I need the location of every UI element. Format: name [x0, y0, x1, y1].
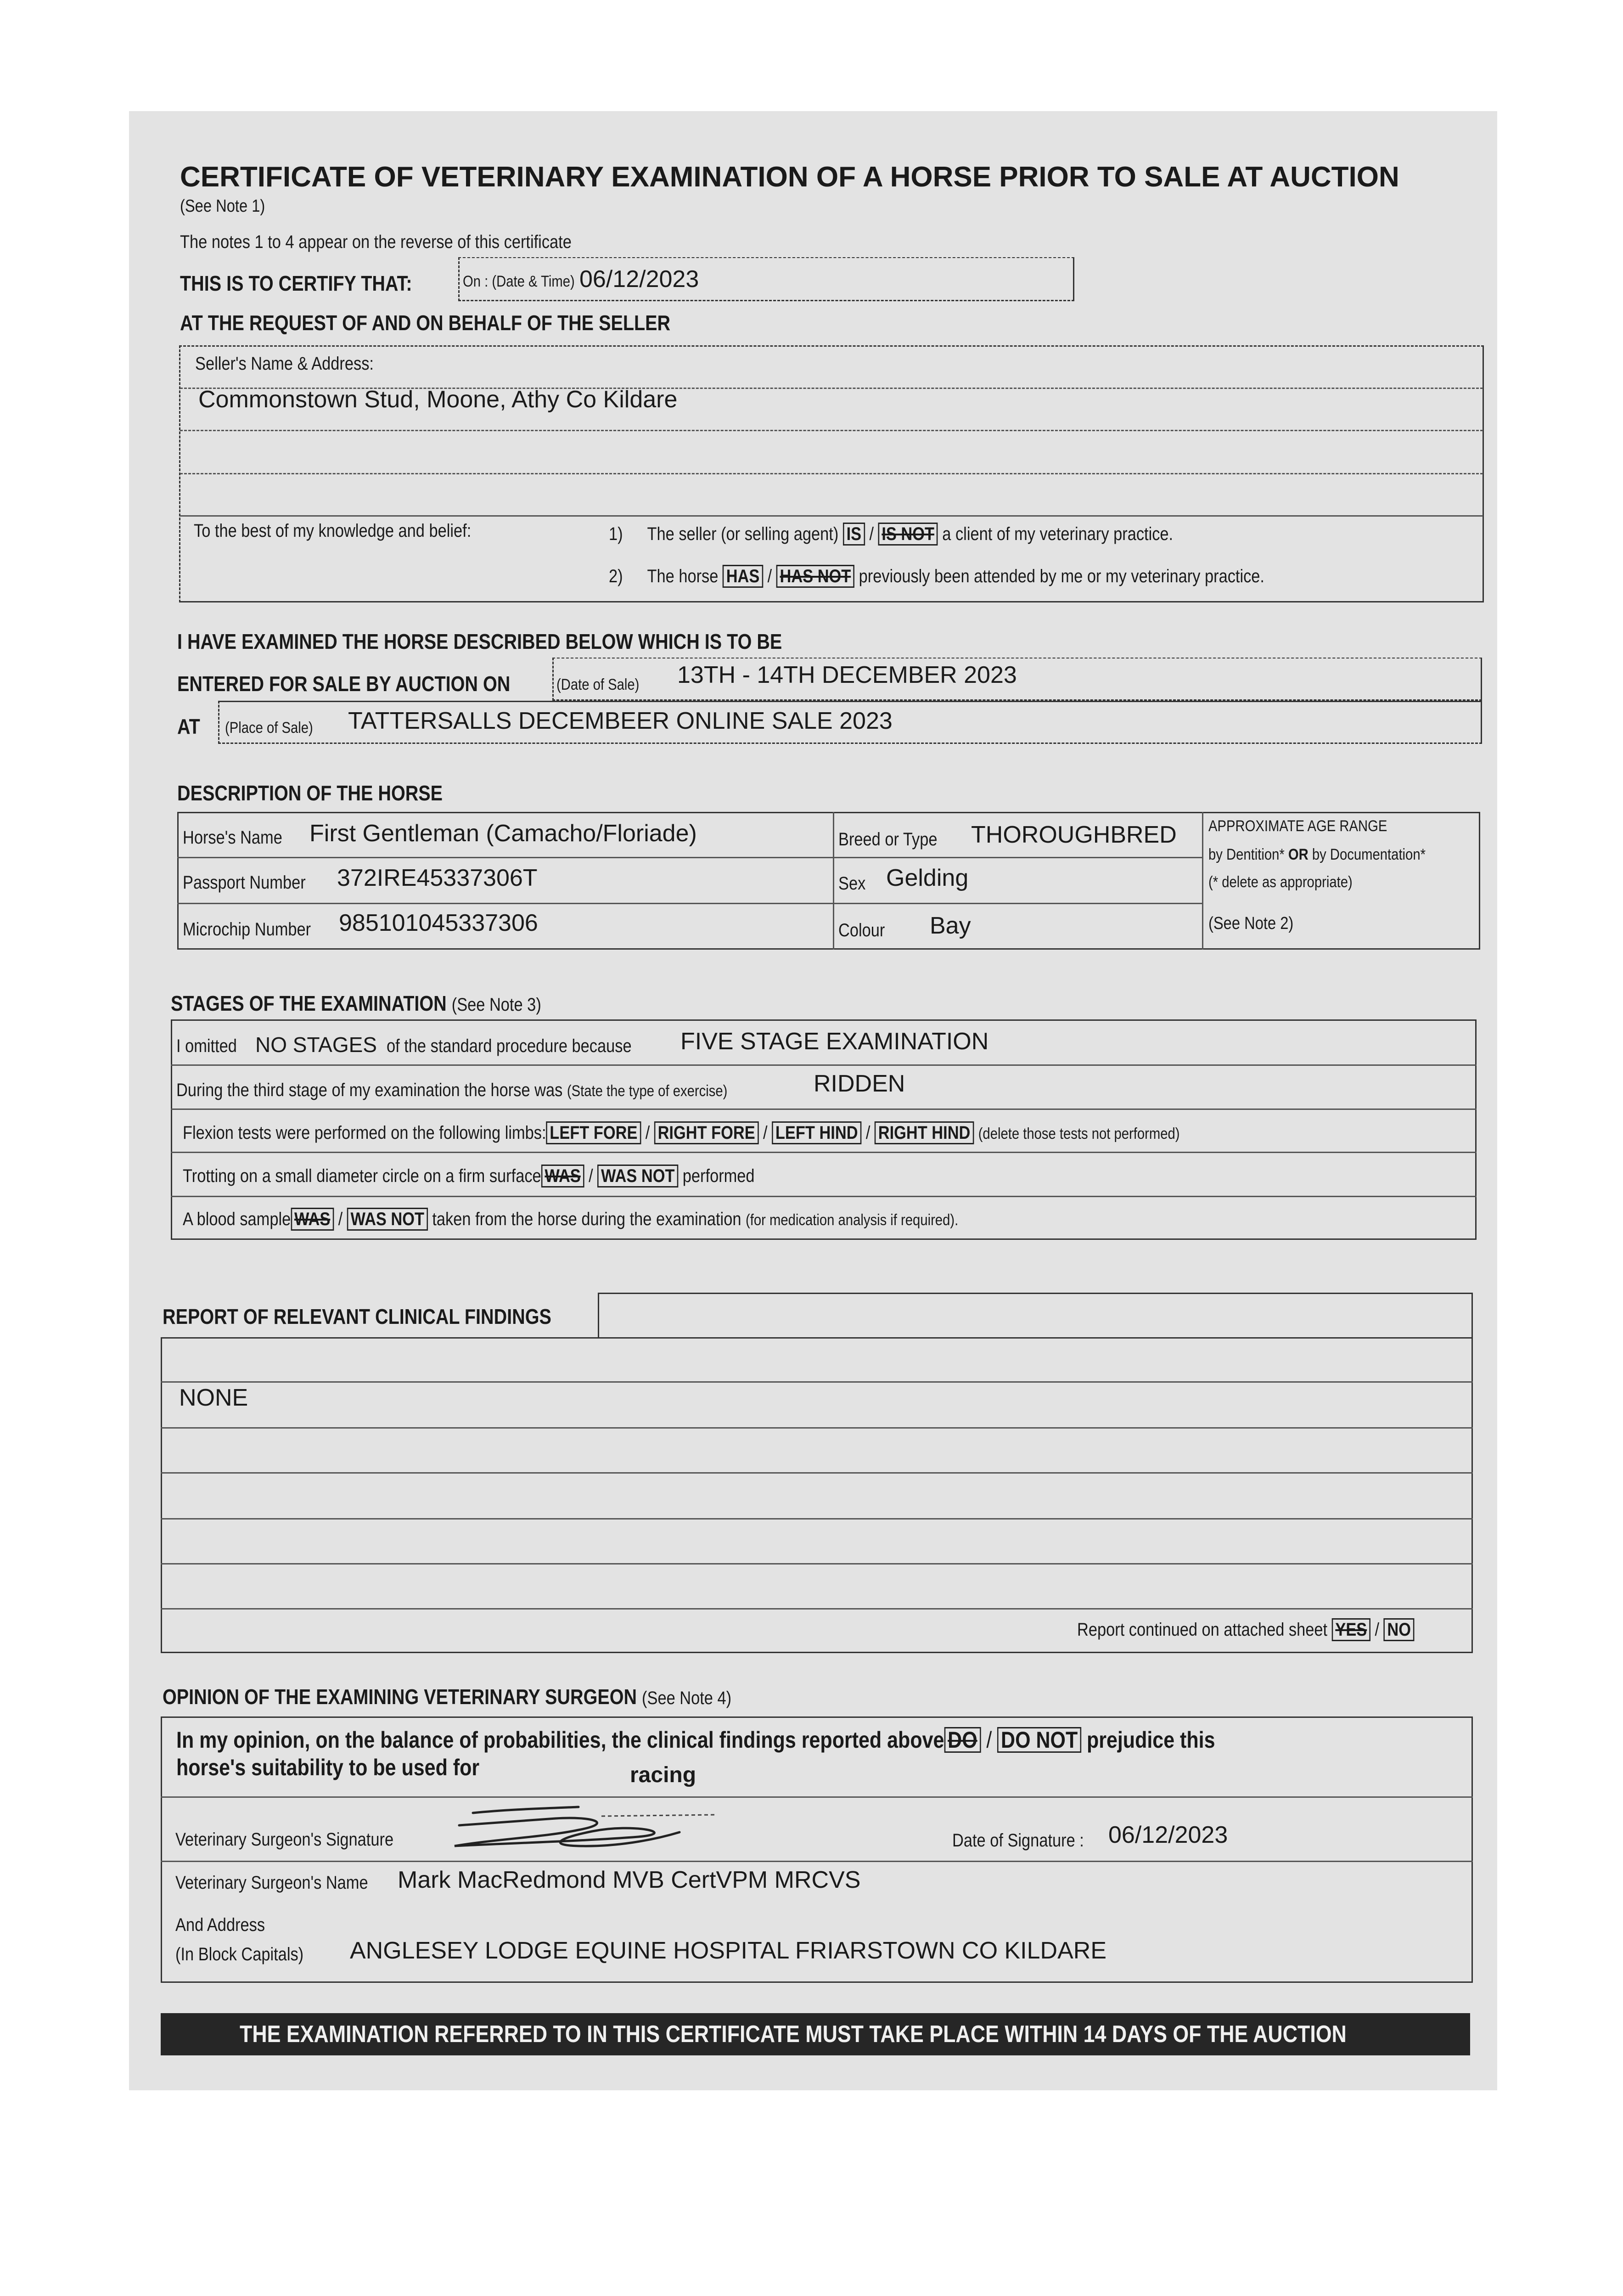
slash: / [767, 566, 772, 586]
item1-num: 1) [609, 524, 623, 544]
trot-row [183, 1165, 755, 1187]
flexion-note: (delete those tests not performed) [978, 1125, 1180, 1142]
colour-value[interactable]: Bay [930, 912, 971, 939]
date-of-signature-value[interactable]: 06/12/2023 [1108, 1822, 1228, 1848]
microchip-label: Microchip Number [183, 919, 311, 940]
report-line-3 [161, 1472, 1473, 1474]
belief-label: To the best of my knowledge and belief: [194, 521, 472, 541]
signature-mark [441, 1805, 735, 1860]
omitted-value[interactable]: NO STAGES [255, 1033, 377, 1057]
trot-label: Trotting on a small diameter circle on a firm surface [183, 1166, 541, 1186]
limb-left-hind[interactable]: LEFT HIND [772, 1121, 861, 1144]
age-range-line-1: APPROXIMATE AGE RANGE [1208, 817, 1387, 835]
report-heading-cell [598, 1293, 1473, 1339]
horse-name-label: Horse's Name [183, 827, 282, 848]
slash: / [869, 524, 874, 544]
report-continued-row [1077, 1618, 1415, 1641]
seller-is-option[interactable]: IS [843, 523, 865, 546]
description-col-divider-2 [1202, 812, 1203, 950]
age-dentition[interactable]: by Dentition* [1208, 846, 1288, 863]
omitted-label: I omitted [176, 1036, 237, 1056]
blood-label: A blood sample [183, 1209, 291, 1229]
stages-row-3-divider [171, 1152, 1477, 1153]
age-range-note: (See Note 2) [1208, 914, 1294, 933]
report-line-6 [161, 1608, 1473, 1609]
age-range-line-3: (* delete as appropriate) [1208, 873, 1353, 891]
blood-note: (for medication analysis if required). [746, 1211, 959, 1229]
limb-right-fore[interactable]: RIGHT FORE [654, 1121, 759, 1144]
opinion-donot-option[interactable]: DO NOT [997, 1727, 1081, 1753]
third-stage-label: During the third stage of my examination the horse was [176, 1080, 563, 1100]
on-date-value: 06/12/2023 [579, 266, 699, 293]
sex-label: Sex [838, 873, 866, 894]
opinion-purpose[interactable]: racing [630, 1763, 696, 1787]
stages-row-2-divider [171, 1109, 1477, 1110]
seller-label: Seller's Name & Address: [195, 354, 374, 374]
opinion-note: (See Note 4) [642, 1688, 732, 1708]
description-heading: DESCRIPTION OF THE HORSE [177, 781, 443, 805]
slash: / [1375, 1620, 1380, 1640]
blood-was-option[interactable]: WAS [291, 1208, 334, 1231]
horse-has-option[interactable]: HAS [723, 565, 763, 588]
report-heading: REPORT OF RELEVANT CLINICAL FINDINGS [163, 1305, 551, 1328]
omitted-mid: of the standard procedure because [387, 1036, 632, 1056]
seller-line-3 [180, 473, 1483, 474]
certificate-title: CERTIFICATE OF VETERINARY EXAMINATION OF A HORSE PRIOR TO SALE AT AUCTION [180, 161, 1399, 193]
passport-value[interactable]: 372IRE45337306T [337, 865, 538, 891]
age-documentation[interactable]: by Documentation* [1308, 846, 1426, 863]
stages-heading: STAGES OF THE EXAMINATION [171, 991, 447, 1015]
opinion-text-1-tail: prejudice this [1086, 1727, 1215, 1753]
slash: / [338, 1209, 343, 1229]
stages-heading-row [171, 991, 541, 1016]
item1-row [609, 523, 1173, 546]
flexion-row [183, 1121, 1180, 1144]
see-note-1: (See Note 1) [180, 197, 265, 216]
place-of-sale-value: TATTERSALLS DECEMBEER ONLINE SALE 2023 [348, 708, 893, 734]
stages-note: (See Note 3) [451, 995, 541, 1015]
breed-value[interactable]: THOROUGHBRED [971, 822, 1177, 848]
sale-heading-1: I HAVE EXAMINED THE HORSE DESCRIBED BELOW WHICH IS TO BE [177, 630, 782, 653]
omitted-reason[interactable]: FIVE STAGE EXAMINATION [680, 1028, 989, 1055]
address-label-1: And Address [175, 1915, 265, 1935]
item2-tail: previously been attended by me or my veterinary practice. [859, 566, 1264, 586]
on-date-label: On : (Date & Time) [463, 273, 575, 290]
trot-wasnot-option[interactable]: WAS NOT [597, 1165, 678, 1187]
sex-value[interactable]: Gelding [886, 865, 969, 891]
opinion-line-1 [161, 1796, 1473, 1798]
at-label: AT [177, 715, 200, 738]
certify-label: THIS IS TO CERTIFY THAT: [180, 271, 412, 295]
trot-tail: performed [682, 1166, 755, 1186]
blood-row [183, 1208, 958, 1231]
report-line-2 [161, 1427, 1473, 1429]
opinion-line-2 [161, 1861, 1473, 1862]
vet-name-label: Veterinary Surgeon's Name [175, 1873, 368, 1893]
report-line-4 [161, 1518, 1473, 1519]
age-range-line-2 [1208, 846, 1426, 864]
slash: / [589, 1166, 593, 1186]
slash: / [986, 1727, 992, 1753]
report-yes-option[interactable]: YES [1332, 1618, 1370, 1641]
seller-line-2 [180, 430, 1483, 431]
report-continued-label: Report continued on attached sheet [1077, 1620, 1328, 1640]
opinion-heading-row [163, 1684, 731, 1709]
slash: / [645, 1123, 650, 1143]
notes-line: The notes 1 to 4 appear on the reverse of this certificate [180, 232, 572, 252]
report-value[interactable]: NONE [179, 1384, 248, 1411]
opinion-text-1: In my opinion, on the balance of probabilities, the clinical findings reported above [176, 1727, 944, 1753]
item2-row [609, 565, 1264, 588]
report-no-option[interactable]: NO [1384, 1618, 1415, 1641]
description-col-divider-1 [833, 812, 834, 950]
stages-row-1-divider [171, 1064, 1477, 1066]
horse-hasnot-option[interactable]: HAS NOT [776, 565, 854, 588]
footer-banner-text: THE EXAMINATION REFERRED TO IN THIS CERTIFICATE MUST TAKE PLACE WITHIN 14 DAYS OF THE AUCTION [240, 2021, 1347, 2048]
limb-right-hind[interactable]: RIGHT HIND [875, 1121, 974, 1144]
third-stage-note: (State the type of exercise) [567, 1082, 728, 1100]
vet-name-value[interactable]: Mark MacRedmond MVB CertVPM MRCVS [398, 1867, 861, 1893]
flexion-label: Flexion tests were performed on the following limbs: [183, 1123, 546, 1143]
seller-isnot-option[interactable]: IS NOT [878, 523, 938, 546]
opinion-text-2: horse's suitability to be used for [176, 1755, 480, 1780]
date-of-signature-label: Date of Signature : [952, 1830, 1084, 1851]
seller-value[interactable]: Commonstown Stud, Moone, Athy Co Kildare [198, 386, 678, 413]
blood-tail: taken from the horse during the examination [432, 1209, 741, 1229]
colour-label: Colour [838, 920, 885, 940]
report-line-1 [161, 1381, 1473, 1383]
limb-left-fore[interactable]: LEFT FORE [546, 1121, 641, 1144]
date-of-sale-value: 13TH - 14TH DECEMBER 2023 [677, 662, 1017, 688]
slash: / [865, 1123, 870, 1143]
vet-address-value[interactable]: ANGLESEY LODGE EQUINE HOSPITAL FRIARSTOWN CO KILDARE [350, 1937, 1107, 1964]
stages-row-4-divider [171, 1196, 1477, 1197]
trot-was-option[interactable]: WAS [541, 1165, 584, 1187]
seller-line-4 [180, 515, 1483, 517]
horse-name-value[interactable]: First Gentleman (Camacho/Floriade) [309, 820, 697, 847]
opinion-do-option[interactable]: DO [944, 1727, 981, 1753]
description-row-divider-2 [177, 903, 1202, 904]
opinion-text-row-1 [176, 1727, 1215, 1753]
item1-text: The seller (or selling agent) [647, 524, 839, 544]
opinion-heading: OPINION OF THE EXAMINING VETERINARY SURGEON [163, 1685, 637, 1709]
passport-label: Passport Number [183, 872, 306, 893]
slash: / [763, 1123, 768, 1143]
report-box[interactable] [161, 1337, 1473, 1653]
report-line-5 [161, 1563, 1473, 1564]
item2-text: The horse [647, 566, 719, 586]
age-or: OR [1288, 846, 1309, 863]
blood-wasnot-option[interactable]: WAS NOT [347, 1208, 428, 1231]
request-line: AT THE REQUEST OF AND ON BEHALF OF THE SELLER [180, 311, 671, 335]
third-stage-row [176, 1080, 727, 1101]
microchip-value[interactable]: 985101045337306 [339, 910, 538, 936]
sale-heading-2: ENTERED FOR SALE BY AUCTION ON [177, 672, 511, 696]
signature-label: Veterinary Surgeon's Signature [175, 1829, 394, 1850]
description-row-divider-1 [177, 857, 1202, 858]
item1-tail: a client of my veterinary practice. [942, 524, 1174, 544]
breed-label: Breed or Type [838, 829, 938, 850]
item2-num: 2) [609, 566, 623, 586]
date-of-sale-label: (Date of Sale) [556, 676, 640, 693]
place-of-sale-label: (Place of Sale) [225, 719, 313, 737]
third-stage-value[interactable]: RIDDEN [814, 1070, 905, 1097]
address-label-2: (In Block Capitals) [175, 1944, 304, 1964]
